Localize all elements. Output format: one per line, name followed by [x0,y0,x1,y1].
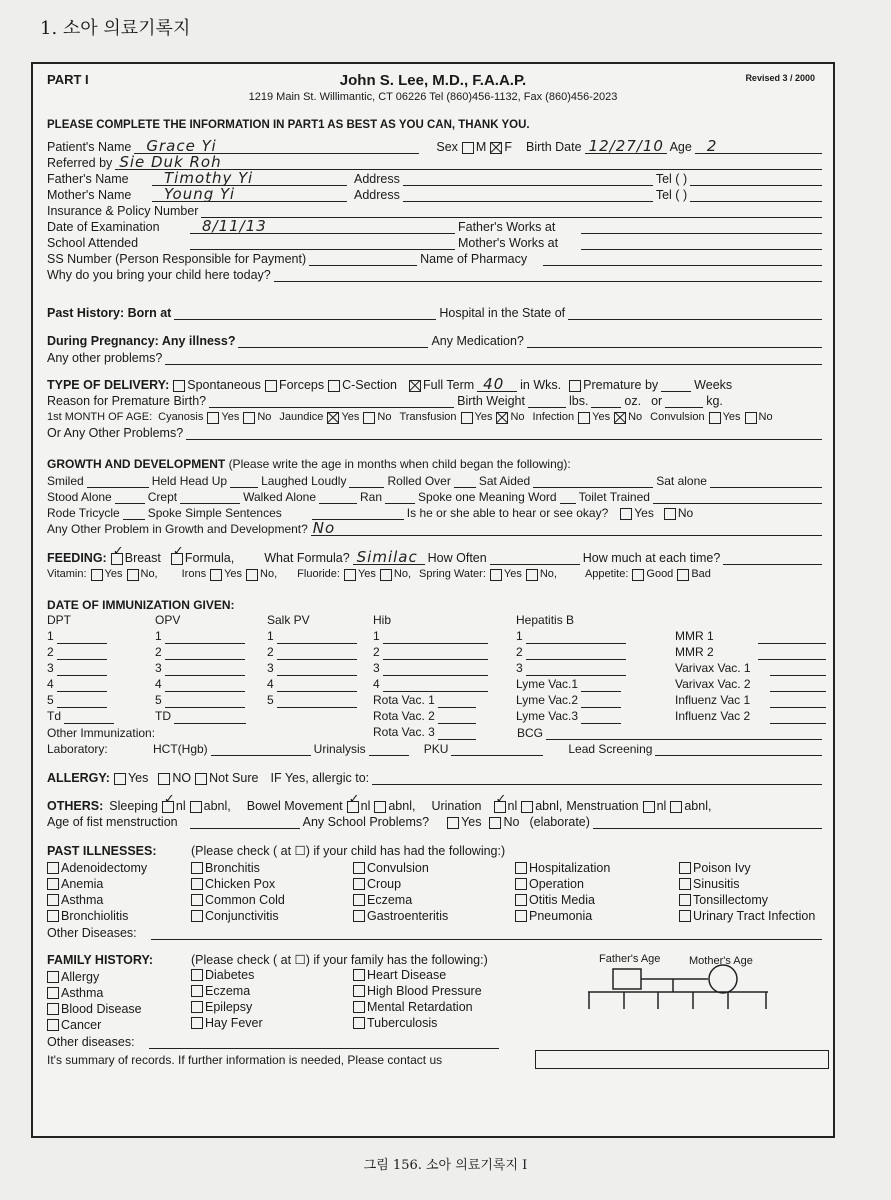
birth-weight-oz-field[interactable] [591,394,621,408]
how-often-field[interactable] [490,551,580,565]
appetite-bad-checkbox[interactable] [677,569,689,581]
doctor-name: John S. Lee, M.D., F.A.A.P. [339,72,527,89]
csection-checkbox[interactable] [328,380,340,392]
illness-item[interactable]: Chicken Pox [191,876,285,892]
illness-item[interactable]: Operation [515,876,610,892]
convulsion-no-checkbox[interactable] [745,412,757,424]
opv-3-field[interactable] [165,663,245,676]
bowel-abnl-checkbox[interactable] [374,801,386,813]
menstruation-nl-checkbox[interactable] [643,801,655,813]
father-age-label: Father's Age [599,953,661,965]
irons-yes-checkbox[interactable] [210,569,222,581]
elaborate-field[interactable] [593,815,822,829]
breast-checkbox[interactable] [111,553,123,565]
family-item[interactable]: High Blood Pressure [353,983,482,999]
illness-item[interactable]: Sinusitis [679,876,815,892]
urinalysis-field[interactable] [369,742,409,756]
sentences-field[interactable] [312,506,404,520]
illness-item[interactable]: Asthma [47,892,147,908]
illness-item[interactable]: Conjunctivitis [191,908,285,924]
influenza-1-field[interactable] [770,695,826,708]
crept-field[interactable] [180,490,240,504]
illness-item[interactable]: Bronchitis [191,860,285,876]
allergic-to-field[interactable] [372,771,822,785]
family-item[interactable]: Tuberculosis [353,1015,482,1031]
allergy-no-checkbox[interactable] [158,773,170,785]
premature-reason-field[interactable] [209,394,454,408]
urination-abnl-checkbox[interactable] [521,801,533,813]
illness-item[interactable]: Convulsion [353,860,448,876]
salk-column: Salk PV 1 2 3 4 5 [267,612,360,708]
hib-column: Hib 1 2 3 4 Rota Vac. 1 Rota Vac. 2 Rota Vac. 3 [373,612,491,740]
hospital-state-field[interactable] [568,306,822,320]
bowel-nl-checkbox[interactable] [347,801,359,813]
past-illness-col-2 [191,860,285,924]
lyme-1-field[interactable] [581,679,621,692]
first-menstruation-field[interactable] [190,815,300,829]
salk-3-field[interactable] [277,663,357,676]
family-item[interactable]: Heart Disease [353,967,482,983]
insurance-field[interactable] [201,204,822,218]
patient-name-field[interactable]: Grace Yi [134,140,419,154]
school-no-checkbox[interactable] [489,817,501,829]
other-diseases-field[interactable] [151,926,822,940]
vitamin-yes-checkbox[interactable] [91,569,103,581]
mother-age-label: Mother's Age [689,955,753,967]
family-item[interactable]: Mental Retardation [353,999,482,1015]
family-other-diseases-field[interactable] [149,1035,499,1049]
toilet-field[interactable] [653,490,822,504]
mother-name-field[interactable]: Young Yi [152,188,347,202]
family-col-1 [47,969,142,1033]
pregnancy-illness-field[interactable] [238,334,428,348]
illness-item[interactable]: Pneumonia [515,908,610,924]
family-item[interactable]: Diabetes [191,967,263,983]
salk-2-field[interactable] [277,647,357,660]
illness-item[interactable]: Hospitalization [515,860,610,876]
opv-2-field[interactable] [165,647,245,660]
spontaneous-checkbox[interactable] [173,380,185,392]
illness-item[interactable]: Anemia [47,876,147,892]
figure-caption: 그림 156. 소아 의료기록지 I [363,1158,528,1173]
td-cap-field[interactable] [174,711,246,724]
illness-item[interactable]: Bronchiolitis [47,908,147,924]
lead-screening-field[interactable] [655,742,822,756]
patient-name-label: Patient's Name [47,140,132,154]
jaundice-no-checkbox[interactable] [363,412,375,424]
smiled-field[interactable] [87,474,149,488]
family-item[interactable]: Cancer [47,1017,142,1033]
mmr-1-field[interactable] [758,631,826,644]
dpt-1-field[interactable] [57,631,107,644]
family-item[interactable]: Blood Disease [47,1001,142,1017]
hepatitis-b-column: Hepatitis B 1 2 3 Lyme Vac.1 Lyme Vac.2 Lyme Vac.3 [516,612,629,724]
salk-5-field[interactable] [277,695,357,708]
illness-item[interactable]: Otitis Media [515,892,610,908]
mother-tel-field[interactable] [690,188,822,202]
salk-4-field[interactable] [277,679,357,692]
contact-box[interactable] [535,1050,829,1069]
birth-weight-lbs-field[interactable] [528,394,566,408]
transfusion-yes-checkbox[interactable] [461,412,473,424]
family-item[interactable]: Allergy [47,969,142,985]
illness-item[interactable]: Urinary Tract Infection [679,908,815,924]
page-heading: 1. 소아 의료기록지 [40,18,191,39]
hepb-2-field[interactable] [526,647,626,660]
past-illness-col-5 [679,860,815,924]
walked-field[interactable] [319,490,357,504]
revision-date: Revised 3 / 2000 [745,73,815,83]
referred-by-field[interactable]: Sie Duk Roh [115,156,822,170]
part-label: PART I [47,72,89,87]
pku-field[interactable] [451,742,543,756]
sat-aided-field[interactable] [533,474,653,488]
salk-1-field[interactable] [277,631,357,644]
menstruation-abnl-checkbox[interactable] [670,801,682,813]
reason-visit-field[interactable] [274,268,822,282]
bcg-field[interactable] [546,726,822,740]
medical-record-form: PART I John S. Lee, M.D., F.A.A.P. 1219 Main St. Willimantic, CT 06226 Tel (860)456-1132, Fax (860)456-2023 Revised 3 / 2000 PLEASE COMPLETE THE INFORMATION IN PART1 AS BEST AS YOU CAN, THANK YOU. Patient's Name Grace Yi Sex M F Birth Date 12/27/10 Age 2 Referred by Sie Duk Roh Father's Name Timothy Yi Address Tel ( ) Mother's Name Young Yi Address Tel ( ) Insurance & Policy Number Date of Examination 8/11/13 Father's Works at School Attended Mother's Works at SS Number (Person Responsible for Payment) Name of Pharmacy Why do you bring your child here today? Past History: Born at Hospital in the State of During Pregnancy: Any illness? Any Medication? Any other problems? TYPE OF DELIVERY: Spontaneous Forceps C-Section Full Term 40 in Wks. Premature by Weeks Reason for Premature Birth? Birth Weight lbs. oz. or kg. 1st MONTH OF AGE: Cyanosis Yes No Jaundice Yes No Transfusion Yes No Infection Yes No Convulsion Yes No Or Any Other Problems? GROWTH AND DEVELOPMENT (Please write the age in months when child began the following): Smiled Held Head Up Laughed Loudly Rolled Over Sat Aided Sat alone Stood Alone Crept Walked Alone Ran Spoke one Meaning Word Toilet Trained Rode Tricycle Spoke Simple Sentences Is he or she able to hear or see okay? Yes No Any Other Problem in Growth and Development? No FEEDING: ✓ Breast ✓ Formula, What Formula? Similac How Often How much at each time? Vitamin: Yes No, Irons Yes No, Fluoride: Yes No, Spring Water: Yes No, Appetite: Good Bad DATE OF IMMUNIZATION GIVEN: DPT 1 2 3 4 5 Td OPV 1 2 3 4 5 TD Salk PV 1 2 3 4 5 Hib 1 2 3 4 Rota Vac. 1 Rota Vac. 2 Rota Vac. 3 Hepatitis B 1 2 3 Lyme Vac.1 Lyme Vac.2 Lyme Vac.3 MMR 1 MMR 2 Varivax Vac. 1 Varivax Vac. 2 Influenz Vac 1 Influenz Vac 2 Other Immunization: BCG Laboratory: HCT(Hgb) Urinalysis PKU Lead Screening ALLERGY: Yes NO Not Sure IF Yes, allergic to: OTHERS: Sleeping ✓ nl abnl, Bowel Movement ✓ nl abnl, Urination ✓ nl abnl, Menstruation nl abnl, Age of fist menstruction Any School Problems? Yes No (elaborate) PAST ILLNESSES: (Please check ( at ☐) if your child has had the following:) Adenoidectomy Anemia Asthma Bronchiolitis Bronchitis Chicken Pox Common Cold Conjunctivitis Convulsion Croup Eczema Gastroenteritis Hospitalization Operation Otitis Media Pneumonia Poison Ivy Sinusitis Tonsillectomy Urinary Tract Infection Other Diseases: FAMILY HISTORY: (Please check ( at ☐) if your family has the following:) Father's Age Mother's Age Allergy Asthma Blood Disease Cancer Diabetes Eczema Epilepsy Hay Fever Heart Disease High Blood Pressure Mental Retardation Tuberculosis Other diseases: It's summary of records. If further information is needed, Please contact us [31,62,835,1138]
illness-item[interactable]: Common Cold [191,892,285,908]
ran-field[interactable] [385,490,415,504]
premature-checkbox[interactable] [569,380,581,392]
td-field[interactable] [64,711,114,724]
opv-column: OPV 1 2 3 4 5 TD [155,612,249,724]
sex-m-checkbox[interactable] [462,142,474,154]
delivery-other-problems-field[interactable] [186,426,822,440]
hear-see-yes-checkbox[interactable] [620,508,632,520]
lyme-2-field[interactable] [581,695,621,708]
father-address-field[interactable] [403,172,653,186]
growth-other-field[interactable]: No [311,522,822,536]
dpt-4-field[interactable] [57,679,107,692]
rota-2-field[interactable] [438,711,476,724]
family-col-3 [353,967,482,1031]
school-yes-checkbox[interactable] [447,817,459,829]
exam-date-field[interactable]: 8/11/13 [190,220,455,234]
infection-yes-checkbox[interactable] [578,412,590,424]
forceps-checkbox[interactable] [265,380,277,392]
influenza-2-field[interactable] [770,711,826,724]
ss-number-field[interactable] [309,252,417,266]
hib-4-field[interactable] [383,679,488,692]
mother-works-field[interactable] [581,236,822,250]
opv-4-field[interactable] [165,679,245,692]
family-col-2 [191,967,263,1031]
illness-item[interactable]: Adenoidectomy [47,860,147,876]
past-illness-col-3 [353,860,448,924]
dpt-3-field[interactable] [57,663,107,676]
vitamin-no-checkbox[interactable] [127,569,139,581]
held-head-field[interactable] [230,474,258,488]
school-field[interactable] [190,236,455,250]
transfusion-no-checkbox[interactable] [496,412,508,424]
age-field[interactable]: 2 [695,140,822,154]
hepb-1-field[interactable] [526,631,626,644]
hib-1-field[interactable] [383,631,488,644]
fluoride-yes-checkbox[interactable] [344,569,356,581]
illness-item[interactable]: Croup [353,876,448,892]
illness-item[interactable]: Gastroenteritis [353,908,448,924]
laughed-field[interactable] [349,474,384,488]
hib-3-field[interactable] [383,663,488,676]
clinic-address: 1219 Main St. Willimantic, CT 06226 Tel (860)456-1132, Fax (860)456-2023 [248,91,618,103]
premature-weeks-field[interactable] [661,378,691,392]
sat-alone-field[interactable] [710,474,822,488]
family-item[interactable]: Epilepsy [191,999,263,1015]
tricycle-field[interactable] [123,506,145,520]
opv-1-field[interactable] [165,631,245,644]
jaundice-yes-checkbox[interactable] [327,412,339,424]
hear-see-no-checkbox[interactable] [664,508,676,520]
how-much-field[interactable] [723,551,822,565]
allergy-yes-checkbox[interactable] [114,773,126,785]
appetite-good-checkbox[interactable] [632,569,644,581]
cyanosis-yes-checkbox[interactable] [207,412,219,424]
varivax-2-field[interactable] [770,679,826,692]
dpt-column: DPT 1 2 3 4 5 Td [47,612,117,724]
hib-2-field[interactable] [383,647,488,660]
formula-checkbox[interactable] [171,553,183,565]
immunization-title: DATE OF IMMUNIZATION GIVEN: [47,598,235,612]
illness-item[interactable]: Tonsillectomy [679,892,815,908]
family-item[interactable]: Eczema [191,983,263,999]
dpt-5-field[interactable] [57,695,107,708]
opv-5-field[interactable] [165,695,245,708]
mother-address-field[interactable] [403,188,653,202]
father-tel-field[interactable] [690,172,822,186]
mmr-2-field[interactable] [758,647,826,660]
birth-weight-kg-field[interactable] [665,394,703,408]
birth-date-field[interactable]: 12/27/10 [585,140,667,154]
sleeping-abnl-checkbox[interactable] [190,801,202,813]
medication-field[interactable] [527,334,822,348]
dpt-2-field[interactable] [57,647,107,660]
illness-item[interactable]: Eczema [353,892,448,908]
past-illness-col-4 [515,860,610,924]
sleeping-nl-checkbox[interactable] [162,801,174,813]
pharmacy-field[interactable] [543,252,822,266]
instruction: PLEASE COMPLETE THE INFORMATION IN PART1 AS BEST AS YOU CAN, THANK YOU. [47,119,530,131]
born-at-field[interactable] [174,306,436,320]
family-pedigree-diagram [588,949,778,1009]
full-term-weeks-field[interactable]: 40 [477,378,517,392]
stood-field[interactable] [115,490,145,504]
formula-name-field[interactable]: Similac [353,551,425,565]
past-illness-col-1 [47,860,147,924]
infection-no-checkbox[interactable] [614,412,626,424]
fluoride-no-checkbox[interactable] [380,569,392,581]
family-item[interactable]: Asthma [47,985,142,1001]
urination-nl-checkbox[interactable] [494,801,506,813]
right-vaccines-column: MMR 1 MMR 2 Varivax Vac. 1 Varivax Vac. 2 Influenz Vac 1 Influenz Vac 2 [675,628,829,724]
illness-item[interactable]: Poison Ivy [679,860,815,876]
sex-f-checkbox[interactable] [490,142,502,154]
rota-1-field[interactable] [438,695,476,708]
spring-no-checkbox[interactable] [526,569,538,581]
hct-field[interactable] [211,742,311,756]
other-problems-field[interactable] [165,351,822,365]
spring-yes-checkbox[interactable] [490,569,502,581]
irons-no-checkbox[interactable] [246,569,258,581]
spoke-word-field[interactable] [560,490,576,504]
rolled-field[interactable] [454,474,476,488]
full-term-checkbox[interactable] [409,380,421,392]
family-item[interactable]: Hay Fever [191,1015,263,1031]
father-name-field[interactable]: Timothy Yi [152,172,347,186]
varivax-1-field[interactable] [770,663,826,676]
lyme-3-field[interactable] [581,711,621,724]
allergy-not-sure-checkbox[interactable] [195,773,207,785]
convulsion-yes-checkbox[interactable] [709,412,721,424]
cyanosis-no-checkbox[interactable] [243,412,255,424]
father-works-field[interactable] [581,220,822,234]
hepb-3-field[interactable] [526,663,626,676]
